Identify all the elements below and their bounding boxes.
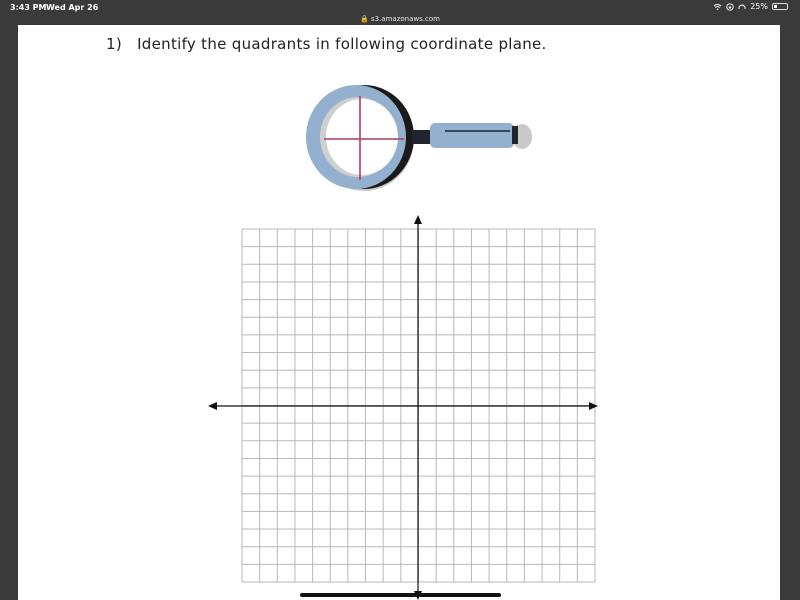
status-indicators <box>713 2 788 11</box>
status-time: 3:43 PM <box>10 3 47 12</box>
home-indicator[interactable] <box>300 593 501 597</box>
magnifying-glass-icon <box>300 82 540 202</box>
status-bar <box>0 0 800 14</box>
coordinate-plane <box>208 215 598 600</box>
status-date: Wed Apr 26 <box>46 3 99 12</box>
worksheet-page <box>18 25 780 600</box>
x-axis-left-arrow <box>208 402 217 410</box>
url-text: s3.amazonaws.com <box>370 15 440 23</box>
wifi-icon <box>713 3 722 11</box>
battery-percent: 25% <box>750 2 768 11</box>
question-text: Identify the quadrants in following coordinate plane. <box>137 35 547 53</box>
question-number: 1) <box>106 35 122 53</box>
y-axis-up-arrow <box>414 215 422 224</box>
headphones-icon <box>738 3 746 11</box>
lock-rotation-icon <box>726 3 734 11</box>
x-axis-right-arrow <box>589 402 598 410</box>
lock-icon: 🔒 <box>360 15 369 23</box>
question <box>106 35 547 53</box>
battery-icon <box>772 3 788 10</box>
url-bar[interactable] <box>0 13 800 25</box>
